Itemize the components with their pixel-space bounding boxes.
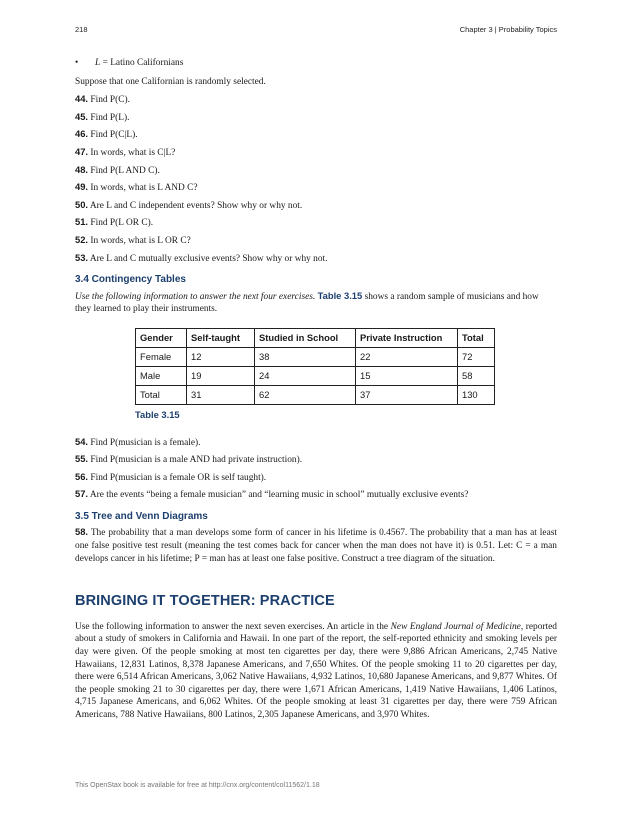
exercise-item xyxy=(75,453,557,467)
exercise-number: 58. xyxy=(75,526,89,538)
exercise-text: In words, what is L OR C? xyxy=(90,235,191,246)
exercise-text: Find P(L OR C). xyxy=(90,218,154,229)
exercise-number: 54. xyxy=(75,435,89,447)
exercise-item xyxy=(75,488,557,502)
bullet-dot: • xyxy=(75,58,79,68)
exercise-number: 44. xyxy=(75,93,89,105)
section-heading-tree-venn: 3.5 Tree and Venn Diagrams xyxy=(75,510,208,522)
table-row xyxy=(136,385,495,404)
exercise-text: In words, what is C|L? xyxy=(90,147,176,158)
exercise-text: Find P(C). xyxy=(90,95,130,106)
exercise-item xyxy=(75,216,557,230)
page-number: 218 xyxy=(75,25,88,34)
exercise-number: 49. xyxy=(75,181,89,193)
table-cell: 31 xyxy=(187,385,255,404)
table-cell: 19 xyxy=(187,366,255,385)
section-heading-contingency: 3.4 Contingency Tables xyxy=(75,274,186,286)
exercise-number: 56. xyxy=(75,470,89,482)
exercise-item xyxy=(75,164,557,178)
exercise-58 xyxy=(75,526,557,565)
exercise-text: Find P(musician is a female). xyxy=(90,437,201,448)
exercise-number: 47. xyxy=(75,145,89,157)
exercise-item xyxy=(75,146,557,160)
table-cell: 24 xyxy=(255,366,356,385)
table-cell: 62 xyxy=(255,385,356,404)
exercise-item xyxy=(75,252,557,266)
exercise-text: Are L and C mutually exclusive events? Show why or why not. xyxy=(89,253,328,264)
practice-para-start: Use the following information to answer the next seven exercises. An article in the xyxy=(75,621,391,632)
table-cell: 72 xyxy=(458,347,495,366)
exercise-item xyxy=(75,128,557,142)
intro-rest: shows a random sample of musicians and how they learned to play their instruments. xyxy=(75,291,539,315)
intro-text: Suppose that one Californian is randomly selected. xyxy=(75,76,266,87)
column-header: Self-taught xyxy=(187,328,255,347)
practice-para-rest: , reported about a study of smokers in California and Hawaii. In one part of the report, the self-reported ethnicity and smoking levels per day were given. Of the people smoking at most ten cigarettes per day, there were 9,886 African Americans, 2,745 Native Hawaiians, 12,831 Latinos, 8,378 Japanese Americans, and 7,650 Whites. Of the people smoking 11 to 20 cigarettes per day, there were 6,514 African Americans, 3,062 Native Hawaiians, 4,932 Latinos, 10,680 Japanese Americans, and 9,877 Whites. Of the people smoking 21 to 30 cigarettes per day, there were 1,671 African Americans, 1,419 Native Hawaiians, 1,406 Latinos, 4,715 Japanese Americans, and 6,062 Whites. Of the people smoking at least 31 cigarettes per day, there were 759 African Americans, 788 Native Hawaiians, 800 Latinos, 2,305 Japanese Americans, and 3,970 Whites. xyxy=(75,621,557,720)
exercise-number: 55. xyxy=(75,453,89,465)
table-cell: 12 xyxy=(187,347,255,366)
table-row xyxy=(136,366,495,385)
table-caption: Table 3.15 xyxy=(135,408,180,420)
table-row xyxy=(136,347,495,366)
bullet-variable: L xyxy=(95,58,101,68)
exercise-item xyxy=(75,199,557,213)
exercise-number: 51. xyxy=(75,216,89,228)
exercise-text: Find P(musician is a female OR is self taught). xyxy=(90,472,267,483)
exercise-list-b xyxy=(75,436,557,502)
exercise-number: 52. xyxy=(75,233,89,245)
exercise-number: 46. xyxy=(75,128,89,140)
practice-paragraph xyxy=(75,621,557,722)
table-cell: Total xyxy=(136,385,187,404)
exercise-text: Are the events “being a female musician” and “learning music in school” mutually exclusive events? xyxy=(89,490,469,501)
exercise-text: Are L and C independent events? Show why or why not. xyxy=(89,200,303,211)
table-header-row xyxy=(136,328,495,347)
section-34-intro xyxy=(75,290,557,316)
table-cell: 130 xyxy=(458,385,495,404)
column-header: Private Instruction xyxy=(356,328,458,347)
exercise-item xyxy=(75,234,557,248)
table-cell: 58 xyxy=(458,366,495,385)
table-cell: Male xyxy=(136,366,187,385)
table-cell: 37 xyxy=(356,385,458,404)
practice-heading: BRINGING IT TOGETHER: PRACTICE xyxy=(75,593,335,610)
exercise-text: Find P(L AND C). xyxy=(90,165,160,176)
table-cell: 22 xyxy=(356,347,458,366)
exercise-text: Find P(C|L). xyxy=(90,130,138,141)
page-header xyxy=(75,25,557,37)
bullet-item xyxy=(75,57,557,70)
exercise-number: 50. xyxy=(75,198,89,210)
page-footer[interactable]: This OpenStax book is available for free at http://cnx.org/content/col11562/1.18 xyxy=(75,782,320,789)
exercise-number: 57. xyxy=(75,488,89,500)
intro-italic: Use the following information to answer the next four exercises. xyxy=(75,291,316,302)
table-cell: 38 xyxy=(255,347,356,366)
table-cell: Female xyxy=(136,347,187,366)
column-header: Gender xyxy=(136,328,187,347)
exercise-text: Find P(L). xyxy=(90,112,130,123)
exercise-number: 45. xyxy=(75,110,89,122)
exercise-item xyxy=(75,181,557,195)
exercise-item xyxy=(75,471,557,485)
exercise-list-a xyxy=(75,93,557,265)
chapter-title: Chapter 3 | Probability Topics xyxy=(459,25,557,34)
exercise-number: 53. xyxy=(75,251,89,263)
exercise-item xyxy=(75,436,557,450)
contingency-table xyxy=(135,328,495,405)
column-header: Studied in School xyxy=(255,328,356,347)
bullet-text: = Latino Californians xyxy=(100,58,184,68)
exercise-text: Find P(musician is a male AND had private instruction). xyxy=(90,455,303,466)
exercise-number: 48. xyxy=(75,163,89,175)
page-content xyxy=(75,57,557,722)
exercise-item xyxy=(75,93,557,107)
exercise-item xyxy=(75,111,557,125)
column-header: Total xyxy=(458,328,495,347)
exercise-text: The probability that a man develops some form of cancer in his lifetime is 0.4567. The probability that a man has at least one false positive test result (meaning the test comes back for cancer when the man does not have it) is 0.51. Let: C = a man develops cancer in his lifetime; P = man has at least one false positive. Construct a tree diagram of the situation. xyxy=(75,528,557,564)
exercise-text: In words, what is L AND C? xyxy=(90,183,198,194)
table-reference-link[interactable]: Table 3.15 xyxy=(317,289,363,301)
table-cell: 15 xyxy=(356,366,458,385)
journal-title: New England Journal of Medicine xyxy=(390,621,521,632)
